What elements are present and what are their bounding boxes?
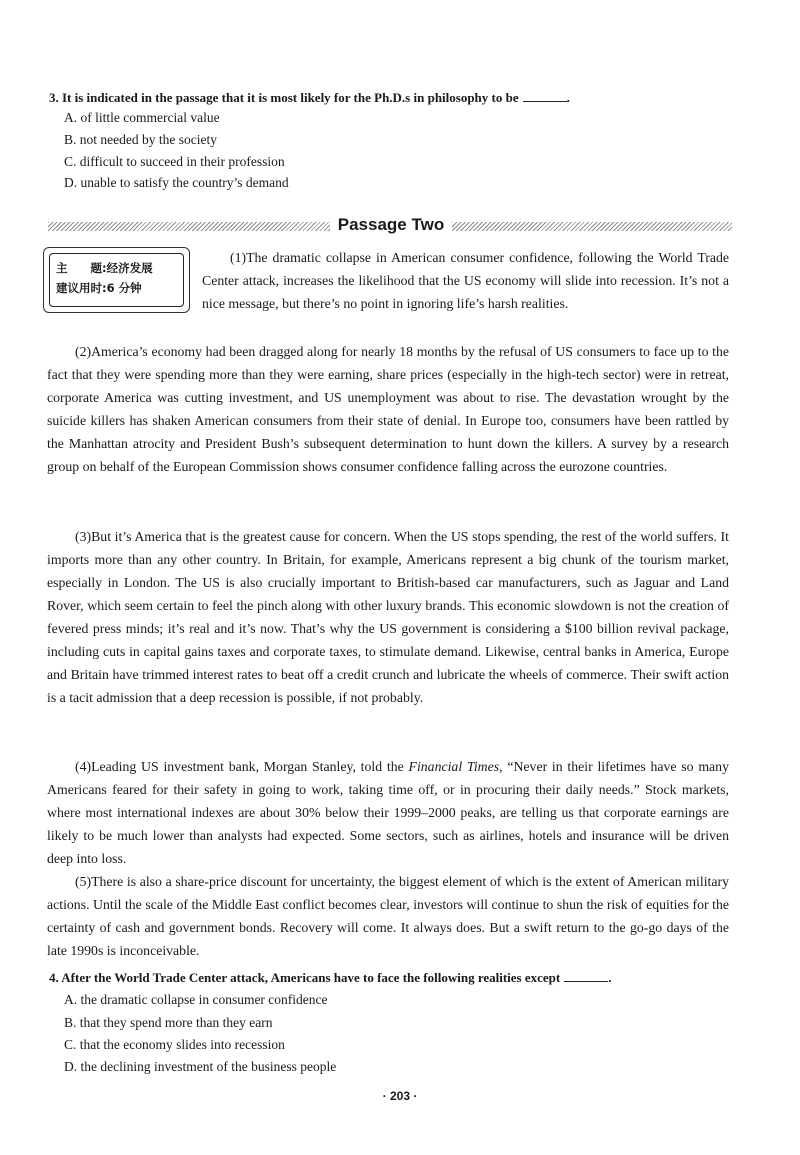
page-number: · 203 · — [382, 1089, 418, 1103]
question-3-option-a[interactable]: A. of little commercial value — [64, 110, 220, 125]
answer-blank — [523, 91, 567, 102]
passage-paragraph-1: (1)The dramatic collapse in American consumer confidence, following the World Trade Center attack, increases the likelihood that the US economy will slide into recession. It’s not a nice message, but there’s no point in ignoring life’s harsh realities. — [202, 250, 729, 311]
publication-name: Financial Times — [408, 759, 500, 774]
question-4-option-b[interactable]: B. that they spend more than they earn — [64, 1015, 273, 1030]
decorative-divider-left — [48, 222, 330, 231]
question-3-option-d[interactable]: D. unable to satisfy the country’s demand — [64, 175, 289, 190]
question-3-option-c[interactable]: C. difficult to succeed in their profession — [64, 154, 285, 169]
question-4-option-a[interactable]: A. the dramatic collapse in consumer confidence — [64, 992, 328, 1007]
question-4-stem: 4. After the World Trade Center attack, Americans have to face the following realities except . — [49, 970, 612, 985]
question-3-stem: 3. It is indicated in the passage that it is most likely for the Ph.D.s in philosophy to be . — [49, 90, 570, 105]
passage-paragraph-5: (5)There is also a share-price discount for uncertainty, the biggest element of which is the extent of American military actions. Until the scale of the Middle East conflict becomes clear, investors will continue to shun the risk of equities for the certainty of cash and government bonds. Recovery will come. It always does. But a swift return to the go-go days of the late 1990s is inconceivable. — [47, 874, 729, 958]
passage-title-bar — [48, 216, 732, 238]
question-4-option-d[interactable]: D. the declining investment of the business people — [64, 1059, 337, 1074]
passage-paragraph-3: (3)But it’s America that is the greatest cause for concern. When the US stops spending, the rest of the world suffers. It imports more than any other country. In Britain, for example, Americans represent a big chunk of the tourism market, especially in London. The US is also crucially important to British-based car manufacturers, such as Jaguar and Land Rover, which seem certain to feel the pinch along with other luxury brands. This economic slowdown is not the creation of fevered press minds; it’s real and it’s now. That’s why the US government is considering a $100 billion revival package, including cuts in capital gains taxes and corporate taxes, to stimulate demand. Likewise, central banks in America, Europe and Britain have trimmed interest rates to beat off a credit crunch and lubricate the wheels of commerce. Their swift action is a tacit admission that a deep recession is possible, if not probably. — [47, 529, 729, 705]
question-3-option-b[interactable]: B. not needed by the society — [64, 132, 217, 147]
time-label: 建议用时:6 分钟 — [56, 281, 142, 295]
question-4-option-c[interactable]: C. that the economy slides into recession — [64, 1037, 285, 1052]
passage-paragraph-2: (2)America’s economy had been dragged along for nearly 18 months by the refusal of US consumers to face up to the fact that they were spending more than they were earning, share prices (especially in the high-tech sector) were in retreat, corporate America was cutting investment, and US unemployment was about to rise. The devastation wrought by the suicide killers has shaken American consumers from their state of denial. In Europe too, consumers have been rattled by the Manhattan atrocity and President Bush’s subsequent determination to hunt down the killers. A survey by a research group on behalf of the European Commission shows consumer confidence falling across the eurozone countries. — [47, 344, 729, 474]
topic-box-inner — [49, 253, 184, 307]
topic-label: 主 题:经济发展 — [56, 261, 153, 275]
passage-paragraph-4: (4)Leading US investment bank, Morgan Stanley, told the Financial Times, “Never in their lifetimes have so many Americans feared for their safety in going to work, taking time off, or in procuring their daily needs.” Stock markets, where most international indexes are about 30% below their 1999–2000 peaks, are telling us that corporate earnings are likely to be much lower than analysts had expected. Some sectors, such as airlines, hotels and insurance will be driven deep into loss. — [47, 759, 729, 866]
answer-blank — [564, 971, 608, 982]
passage-title: Passage Two — [337, 215, 445, 234]
decorative-divider-right — [452, 222, 732, 231]
topic-box — [43, 247, 190, 313]
